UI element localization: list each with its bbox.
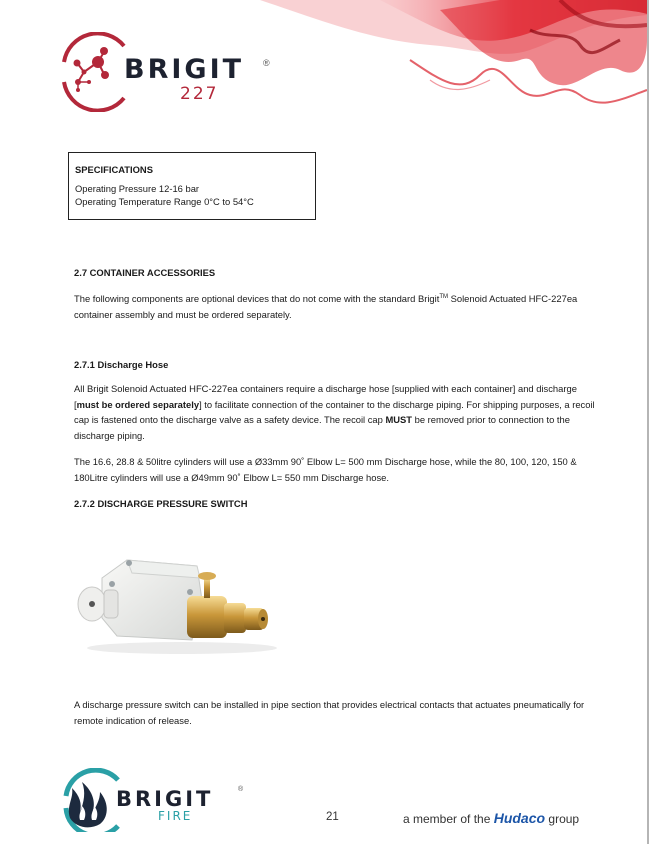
emphasis-text: must be ordered separately (76, 398, 200, 410)
paragraph-text: The following components are optional devices that do not come with the standard Brigit (74, 293, 440, 305)
brand-name: BRIGIT (124, 54, 245, 85)
paragraph-text: Solenoid Actuated HFC-227ea container assembly and must be ordered separately. (74, 293, 578, 320)
hose-sizes-paragraph: The 16.6, 28.8 & 50litre cylinders will use a Ø33mm 90˚ Elbow L= 500 mm Discharge hose, while the 80, 100, 120, 150 & 180Litre cylinders will use a Ø49mm 90˚ Elbow L= 550 mm Discharge hose. (74, 456, 577, 483)
section-heading-2-7-1: 2.7.1 Discharge Hose (74, 359, 169, 370)
trademark-superscript: TM (439, 294, 448, 300)
spec-line: Operating Temperature Range 0°C to 54°C (75, 195, 254, 207)
section-heading-2-7: 2.7 CONTAINER ACCESSORIES (74, 267, 216, 278)
footer-registered-mark: ® (238, 786, 244, 793)
specifications-title: SPECIFICATIONS (75, 164, 153, 175)
member-prefix: a member of the (403, 812, 494, 826)
spec-line: Operating Pressure 12-16 bar (75, 182, 200, 194)
registered-mark: ® (263, 58, 270, 68)
section-2-7-paragraph (74, 290, 604, 322)
emphasis-text: MUST (385, 414, 413, 425)
page-number: 21 (326, 811, 339, 823)
specifications-box (68, 152, 316, 220)
section-heading-2-7-2: 2.7.2 DISCHARGE PRESSURE SWITCH (74, 498, 248, 509)
footer-brand-sub: FIRE (158, 809, 193, 823)
paragraph-text: ] to facilitate connection of the container to the discharge piping. For shipping purposes, a recoil cap is fastened onto the discharge valve as a safety device. The recoil cap (74, 398, 595, 425)
discharge-hose-paragraph (74, 381, 604, 443)
pressure-switch-photo-icon (72, 548, 282, 658)
pressure-switch-description: A discharge pressure switch can be installed in pipe section that provides electrical contacts that actuates pneumatically for remote indication of release. (74, 699, 585, 726)
footer-brand-name: BRIGIT (116, 787, 214, 811)
member-of-group-text (403, 810, 579, 826)
hudaco-logo-text: Hudaco (493, 810, 546, 826)
member-suffix: group (545, 812, 580, 826)
paragraph-text: be removed prior to connection to the discharge piping. (74, 414, 570, 441)
paragraph-text: All Brigit Solenoid Actuated HFC-227ea containers require a discharge hose [supplied with each container] and discharge [ (74, 383, 577, 410)
brand-sub: 227 (180, 84, 219, 104)
